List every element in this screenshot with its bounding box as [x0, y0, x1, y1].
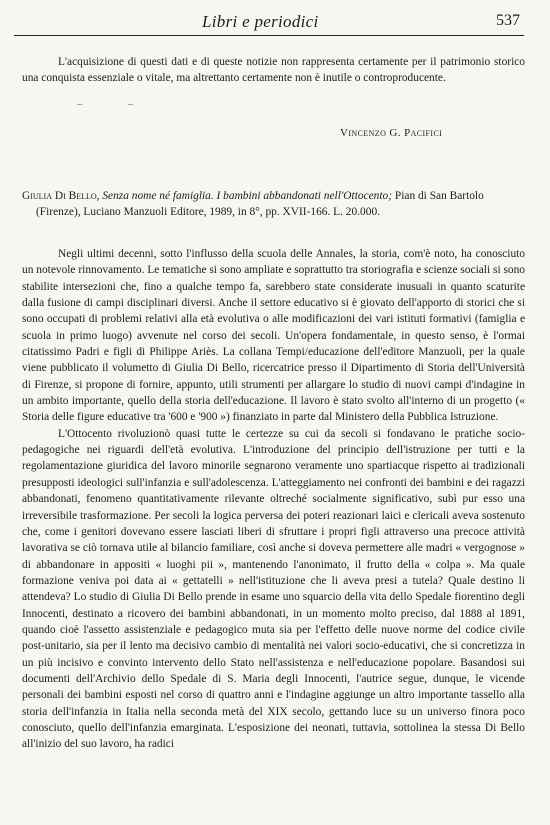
review-body	[22, 246, 525, 753]
signature-first-name: Vincenzo	[340, 127, 387, 139]
reference-author: Giulia Di Bello,	[22, 190, 100, 202]
reference-details: Pian di San Bartolo (Firenze), Luciano Manzuoli Editore, 1989, in 8°, pp. XVII-166. L. 20.000.	[36, 190, 484, 218]
journal-section-title: Libri e periodici	[202, 12, 319, 31]
stray-marks: –	[77, 99, 82, 110]
body-paragraph-2: L'Ottocento rivoluzionò quasi tutte le certezze su cui da secoli si fondavano le pratiche socio-pedagogiche nei riguardi dell'età evolutiva. L'introduzione del principio dell'istruzione per tutti e la regolamentazione giuridica del lavoro minorile segnarono veramente uno spartiacque rispetto ai tradizionali presupposti ideologici sull'infanzia e sull'adolescenza. L'atteggiamento nei confronti dei bambini e dei ragazzi abbandonati, fenomeno quantitativamente rilevante oltreché socialmente significativo, subì pur esso una irreversibile trasformazione. Per secoli la logica perversa dei poteri reazionari laici e clericali aveva sostenuto che, come i genitori dovevano essere lasciati liberi di sfruttare i propri figli attraverso una precoce attività lavorativa se ciò tornava utile al bilancio familiare, così anche si doveva permettere alle madri « vergognose » di abbandonare in appositi « luoghi pii », mantenendo l'anonimato, il frutto della « colpa ». Ma quale formazione veniva poi data ai « gettatelli » nell'istituzione che li aveva presi a tutela? Quale destino li attendeva? Lo studio di Giulia Di Bello prende in esame uno squarcio della vita dello Spedale fiorentino degli Innocenti, destinato a ricovero dei bambini abbandonati, in un momento molto preciso, dal 1888 al 1891, quando cioè l'assetto assistenziale e pedagogico muta sia per l'effetto delle nuove norme del codice civile post-unitario, sia per il lento ma decisivo cambio di mentalità nei valori socio-educativi, che si concretizza in un più incisivo e convinto intervento dello Stato nell'assistenza e nell'educazione popolare. Basandosi sui documenti dell'Archivio dello Spedale di S. Maria degli Innocenti, l'autrice segue, dunque, le vicende personali dei bambini esposti nel corso di quattro anni e l'indagine aggiunge un altro importante tassello alla storia dell'infanzia in Italia nella seconda metà del XIX secolo, gettando luce su un universo finora poco conosciuto, quello dell'infanzia emarginata. L'esposizione dei neonati, tuttavia, sottolinea la stessa Di Bello all'inizio del suo lavoro, ha radici	[22, 427, 525, 751]
body-paragraph-1: Negli ultimi decenni, sotto l'influsso della scuola delle Annales, la storia, com'è noto, ha conosciuto un notevole rinnovamento. Le tematiche si sono ampliate e soprattutto tra storiografia e scienze sociali si sono stabilite intersezioni che, fino a qualche tempo fa, sarebbero state considerate inusuali in quanto scaturite dalla fusione di campi disciplinari diversi. Anche il settore educativo si è giovato dell'apporto di storici che si sono occupati di problemi relativi alla età evolutiva o alle modificazioni dei vari istituti formativi (famiglia e scuola in primo luogo) avvenute nel corso dei secoli. Un'opera fondamentale, in questo senso, è l'ormai citatissimo Padri e figli di Philippe Ariès. La collana Tempi/educazione dell'editore Manzuoli, per la quale viene pubblicato il volumetto di Giulia Di Bello, ricercatrice presso il Dipartimento di Storia dell'Università di Firenze, si propone di fornire, appunto, utili strumenti per allargare lo studio di nuovi campi d'indagine in un ambito importante, quello della storia dell'educazione. Il lavoro è stato svolto all'interno di un progetto (« Storia delle figure educative tra '600 e '900 ») finanziato in parte dal Ministero della Pubblica Istruzione.	[22, 248, 525, 424]
book-reference	[22, 189, 522, 220]
review-signature	[340, 127, 442, 139]
intro-paragraph-text: L'acquisizione di questi dati e di queste notizie non rappresenta certamente per il patrimonio storico una conquista essenziale o vitale, ma altrettanto certamente non è inutile o controproducente.	[22, 56, 525, 85]
header-rule	[14, 35, 524, 36]
signature-initial: G.	[389, 127, 401, 139]
reference-entry	[22, 189, 522, 220]
reference-title: Senza nome né famiglia. I bambini abbandonati nell'Ottocento;	[102, 190, 393, 202]
signature-last-name: Pacifici	[404, 127, 443, 139]
page-number: 537	[496, 12, 520, 29]
intro-paragraph	[22, 54, 525, 86]
stray-marks: –	[128, 99, 133, 110]
